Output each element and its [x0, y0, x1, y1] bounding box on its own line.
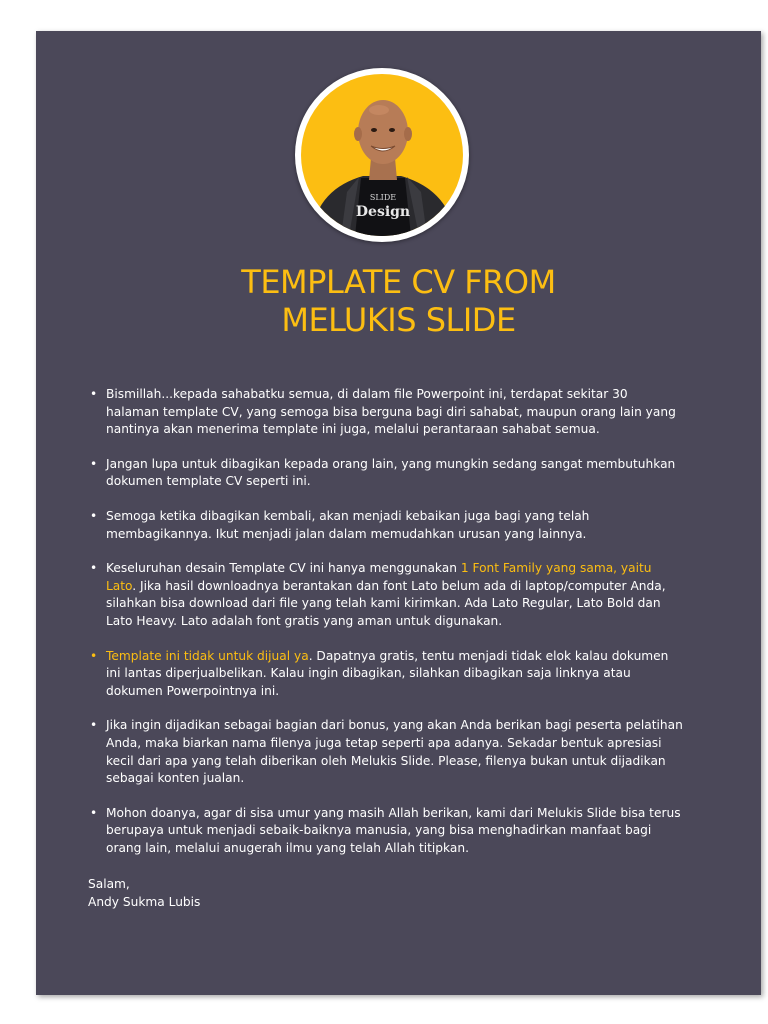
bullet-text: Mohon doanya, agar di sisa umur yang masih Allah berikan, kami dari Melukis Slide bisa terus berupaya untuk menjadi sebaik-baiknya manusia, yang bisa menghadirkan manfaat bagi orang lain, melalui anugerah ilmu yang telah Allah titipkan. [106, 805, 681, 855]
list-item [88, 456, 684, 491]
bullet-list [88, 386, 684, 857]
list-item [88, 386, 684, 439]
bullet-text: Jangan lupa untuk dibagikan kepada orang lain, yang mungkin sedang sangat membutuhkan dokumen template CV seperti ini. [106, 456, 676, 489]
bullet-text-after: . Jika hasil downloadnya berantakan dan font Lato belum ada di laptop/computer Anda, silahkan bisa download dari file yang telah kami kirimkan. Ada Lato Regular, Lato Bold dan Lato Heavy. Lato adalah font gratis yang aman untuk digunakan. [106, 578, 666, 628]
document-page [36, 31, 761, 995]
bullet-text-before: Keseluruhan desain Template CV ini hanya menggunakan [106, 561, 461, 576]
closing-signature [88, 875, 684, 911]
shirt-text-bottom: Design [355, 204, 411, 220]
author-photo [301, 74, 463, 236]
author-name: Andy Sukma Lubis [88, 895, 201, 910]
list-item [88, 560, 684, 630]
not-for-sale-highlight: Template ini tidak untuk dijual ya [106, 648, 309, 663]
list-item [88, 648, 684, 701]
author-avatar [295, 68, 469, 242]
bullet-text: Semoga ketika dibagikan kembali, akan menjadi kebaikan juga bagi yang telah membagikannya. Ikut menjadi jalan dalam memudahkan urusan yang lainnya. [106, 508, 590, 541]
closing-greeting: Salam, [88, 877, 130, 892]
bullet-text-after: . Dapatnya gratis, tentu menjadi tidak elok kalau dokumen ini lantas diperjualbelikan. Kalau ingin dibagikan, silahkan dibagikan saja linknya atau dokumen Powerpointnya ini. [106, 648, 669, 698]
body-content [88, 386, 684, 911]
page-title [36, 263, 761, 339]
list-item [88, 717, 684, 787]
font-highlight: 1 Font Family yang sama, yaitu Lato [106, 561, 652, 593]
title-line-1: TEMPLATE CV FROM [241, 263, 556, 301]
list-item [88, 508, 684, 543]
bullet-text: Bismillah...kepada sahabatku semua, di dalam file Powerpoint ini, terdapat sekitar 30 halaman template CV, yang semoga bisa berguna bagi diri sahabat, maupun orang lain yang nantinya akan menerima template ini juga, melalui perantaraan sahabat semua. [106, 387, 676, 437]
list-item [88, 805, 684, 858]
shirt-text-top: SLIDE [369, 193, 397, 202]
title-line-2: MELUKIS SLIDE [281, 301, 516, 339]
bullet-text: Jika ingin dijadikan sebagai bagian dari bonus, yang akan Anda berikan bagi peserta pelatihan Anda, maka biarkan nama filenya juga tetap seperti apa adanya. Sekadar bentuk apresiasi kecil dari apa yang telah diberikan oleh Melukis Slide. Please, filenya bukan untuk dijadikan sebagai konten jualan. [106, 718, 683, 786]
person-illustration [301, 74, 463, 236]
